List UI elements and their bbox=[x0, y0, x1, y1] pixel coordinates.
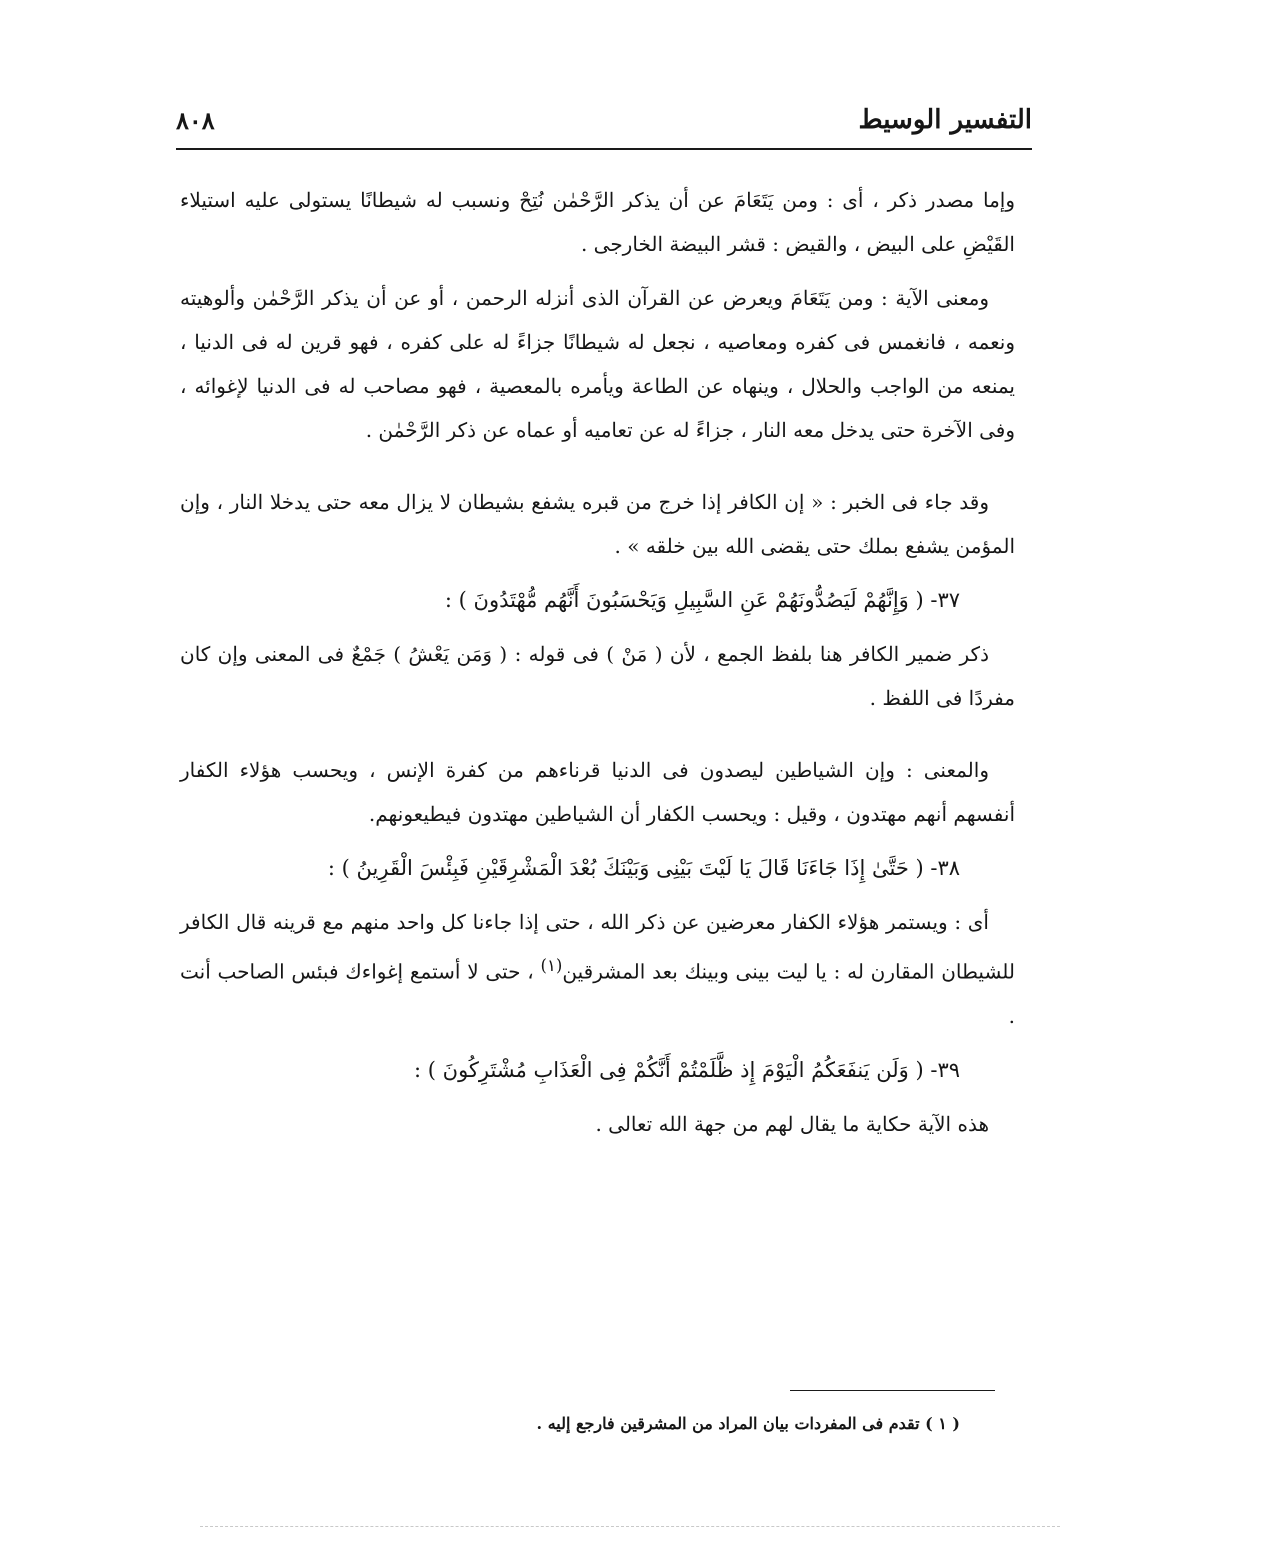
verse-39: ٣٩- ( وَلَن يَنفَعَكُمُ الْيَوْمَ إِذ ظَّلَمْتُمْ أَنَّكُمْ فِى الْعَذَابِ مُشْتَرِكُونَ ) : bbox=[414, 1057, 960, 1082]
footnote-divider bbox=[790, 1390, 995, 1391]
paragraph-3: وقد جاء فى الخبر : « إن الكافر إذا خرج من قبره يشفع بشيطان لا يزال معه حتى يدخلا النار ، وإن المؤمن يشفع بملك حتى يقضى الله بين خلقه » . bbox=[180, 490, 1015, 558]
page-number: ٨٠٨ bbox=[176, 105, 215, 135]
page-bottom-edge bbox=[200, 1526, 1060, 1527]
page-body bbox=[180, 178, 1015, 1156]
footnote: ( ١ ) تقدم فى المفردات بيان المراد من المشرقين فارجع إليه . bbox=[536, 1414, 960, 1433]
paragraph-2: ومعنى الآية : ومن يَتَعَامَ ويعرض عن القرآن الذى أنزله الرحمن ، أو عن أن يذكر الرَّحْمٰن وألوهيته ونعمه ، فانغمس فى كفره ومعاصيه ، نجعل له شيطانًا جزاءً له على كفره ، فهو قرين له فى الدنيا ، يمنعه من الواجب والحلال ، وينهاه عن الطاعة ويأمره بالمعصية ، فهو مصاحب له فى الدنيا لإغوائه ، وفى الآخرة حتى يدخل معه النار ، جزاءً له عن تعاميه أو عماه عن ذكر الرَّحْمٰن . bbox=[180, 286, 1015, 442]
verse-37: ٣٧- ( وَإِنَّهُمْ لَيَصُدُّونَهُمْ عَنِ السَّبِيلِ وَيَحْسَبُونَ أَنَّهُم مُّهْتَدُونَ ) : bbox=[444, 588, 960, 612]
verse-38: ٣٨- ( حَتَّىٰ إِذَا جَاءَنَا قَالَ يَا لَيْتَ بَيْنِى وَبَيْنَكَ بُعْدَ الْمَشْرِقَيْنِ فَبِئْسَ الْقَرِينُ ) : bbox=[327, 856, 960, 880]
paragraph-5: والمعنى : وإن الشياطين ليصدون فى الدنيا قرناءهم من كفرة الإنس ، ويحسب هؤلاء الكفار أنفسهم أنهم مهتدون ، وقيل : ويحسب الكفار أن الشياطين مهتدون فيطيعونهم. bbox=[180, 758, 1015, 826]
header-divider bbox=[176, 148, 1032, 150]
page-header bbox=[176, 100, 1032, 140]
running-title: التفسير الوسيط bbox=[858, 105, 1032, 135]
paragraph-6-text: أى : ويستمر هؤلاء الكفار معرضين عن ذكر الله ، حتى إذا جاءنا كل واحد منهم مع قرينه قال الكافر للشيطان المقارن له : يا ليت بينى وبينك بعد المشرقين bbox=[180, 910, 1016, 984]
footnote-marker: (١) bbox=[540, 956, 563, 975]
paragraph-6 bbox=[180, 900, 1015, 1038]
paragraph-4: ذكر ضمير الكافر هنا بلفظ الجمع ، لأن ( مَنْ ) فى قوله : ( وَمَن يَعْشُ ) جَمْعٌ فى المعنى وإن كان مفردًا فى اللفظ . bbox=[180, 642, 1015, 710]
paragraph-6-tail: ، حتى لا أستمع إغواءك فبئس الصاحب أنت . bbox=[180, 959, 1015, 1028]
paragraph-7: هذه الآية حكاية ما يقال لهم من جهة الله تعالى . bbox=[595, 1111, 989, 1136]
paragraph-1: وإما مصدر ذكر ، أى : ومن يَتَعَامَ عن أن يذكر الرَّحْمٰن نُتِحْ ونسبب له شيطانًا يستولى عليه استيلاء القَيْضِ على البيض ، والقيض : قشر البيضة الخارجى . bbox=[180, 188, 1015, 256]
